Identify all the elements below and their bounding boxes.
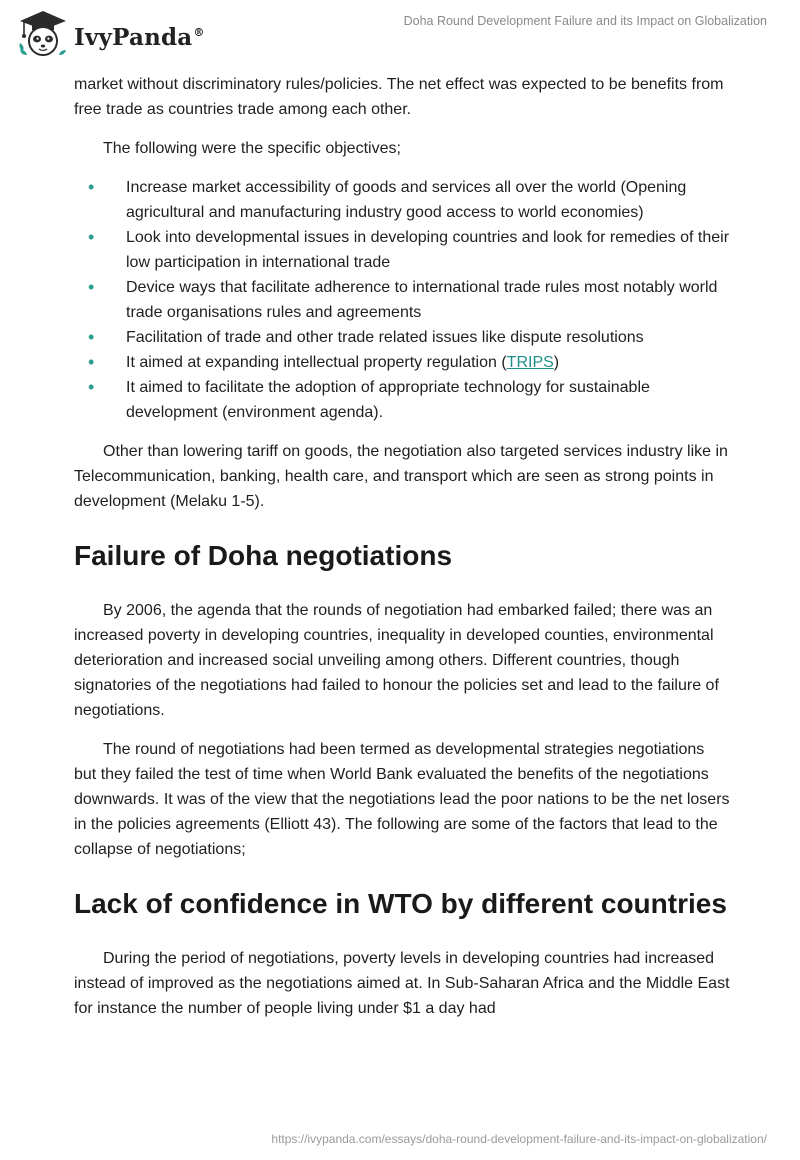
panda-graduate-icon	[14, 8, 72, 60]
objectives-list	[74, 175, 730, 425]
list-item: • It aimed to facilitate the adoption of appropriate technology for sustainable development (environment agenda).	[88, 377, 650, 421]
list-item: • Facilitation of trade and other trade related issues like dispute resolutions	[74, 325, 730, 350]
list-item: • Device ways that facilitate adherence to international trade rules most notably world trade organisations rules and agreements	[88, 277, 718, 321]
failure-paragraph-2: The round of negotiations had been termed as developmental strategies negotiations but they failed the test of time when World Bank evaluated the benefits of the negotiations downwards. It was of the view that the negotiations lead the poor nations to be the net losers in the policies agreements (Elliott 43). The following are some of the factors that lead to the collapse of negotiations;	[74, 741, 730, 858]
trips-link[interactable]: TRIPS	[506, 354, 554, 371]
lack-confidence-paragraph: During the period of negotiations, poverty levels in developing countries had increased instead of improved as the negotiations aimed at. In Sub-Saharan Africa and the Middle East for instance the number of people living under $1 a day had	[74, 950, 730, 1017]
bullet-icon: •	[88, 277, 95, 297]
document-title: Doha Round Development Failure and its Impact on Globalization	[403, 14, 767, 28]
list-item: • Increase market accessibility of goods and services all over the world (Opening agricultural and manufacturing industry good access to world economies)	[88, 177, 687, 221]
section-heading-failure: Failure of Doha negotiations	[74, 540, 453, 571]
bullet-icon: •	[88, 352, 95, 372]
ivypanda-logo[interactable]	[14, 8, 205, 60]
brand-name: IvyPanda®	[74, 23, 205, 51]
list-item: • Look into developmental issues in developing countries and look for remedies of their low participation in international trade	[88, 227, 730, 271]
tariff-paragraph: Other than lowering tariff on goods, the negotiation also targeted services industry like in Telecommunication, banking, health care, and transport which are seen as strong points in development (Melaku 1-5).	[74, 443, 728, 510]
bullet-icon: •	[88, 327, 95, 347]
essay-content	[74, 72, 730, 1021]
registered-mark: ®	[193, 25, 205, 39]
failure-paragraph-1: By 2006, the agenda that the rounds of negotiation had embarked failed; there was an increased poverty in developing countries, inequality in developed counties, environmental deterioration and increased social unveiling among others. Different countries, though signatories of the negotiations had failed to honour the policies set and lead to the failure of negotiations.	[74, 602, 719, 719]
page-header	[0, 0, 800, 70]
intro-continuation-paragraph: market without discriminatory rules/policies. The net effect was expected to be benefits from free trade as countries trade among each other.	[74, 76, 724, 118]
section-heading-lack-of-confidence: Lack of confidence in WTO by different countries	[74, 888, 727, 919]
objectives-lead-paragraph: The following were the specific objectives;	[103, 140, 401, 157]
bullet-icon: •	[88, 377, 95, 397]
source-url[interactable]: https://ivypanda.com/essays/doha-round-development-failure-and-its-impact-on-globalization/	[271, 1132, 767, 1146]
list-item: • It aimed at expanding intellectual property regulation (TRIPS)	[74, 350, 730, 375]
bullet-icon: •	[88, 227, 95, 247]
bullet-icon: •	[88, 177, 95, 197]
